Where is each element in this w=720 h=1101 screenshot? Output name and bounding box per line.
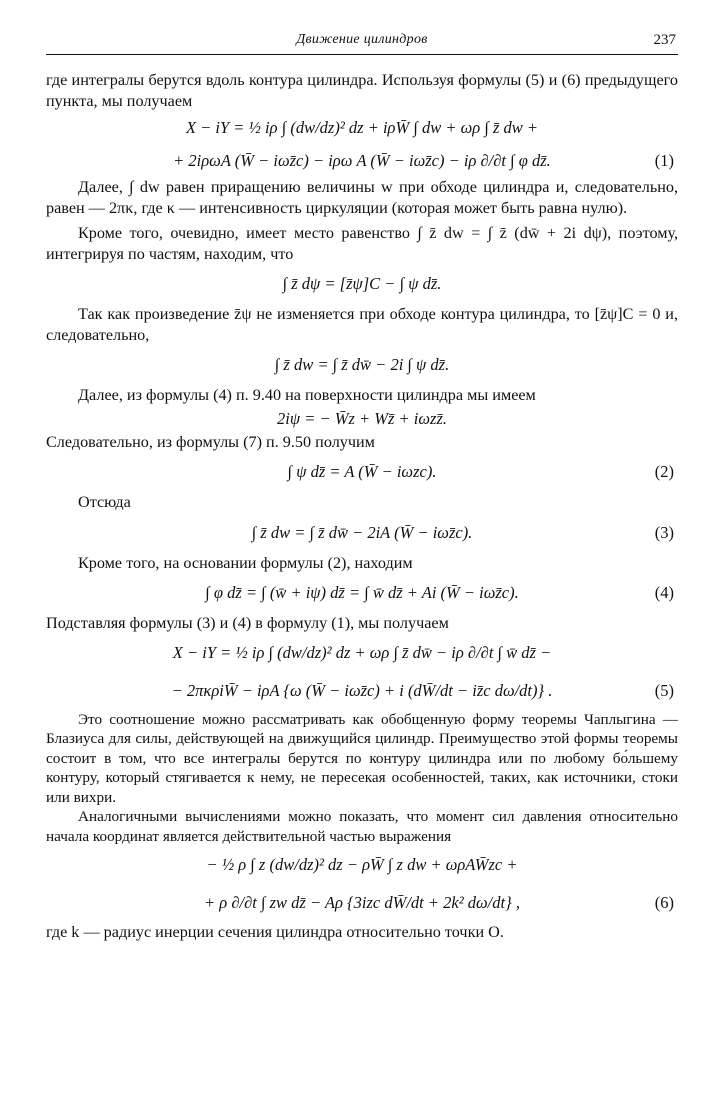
equation-number-3: (3) <box>654 522 674 542</box>
equation-3-text: ∫ z̄ dw = ∫ z̄ dw̄ − 2iA (W̄ − iωz̄c). <box>251 522 473 542</box>
equation-3 <box>46 513 678 553</box>
equation-5-line-2 <box>46 672 678 710</box>
paragraph-7: Отсюда <box>78 493 131 511</box>
equation-number-1: (1) <box>654 151 674 170</box>
equation-5-line-1 <box>46 634 678 672</box>
equation-6-line-1 <box>46 846 678 884</box>
equation-6-line-1-text: − ½ ρ ∫ z (dw/dz)² dz − ρW̄ ∫ z dw + ωρAW̄zc + <box>206 855 518 874</box>
paragraph-6: Следовательно, из формулы (7) п. 9.50 получим <box>46 432 375 451</box>
equation-number-4: (4) <box>654 583 674 602</box>
paragraph-5: Далее, из формулы (4) п. 9.40 на поверхности цилиндра мы имеем <box>78 386 536 404</box>
equation-4 <box>46 573 678 613</box>
equation-1-line-2-text: + 2iρωA (W̄ − iωz̄c) − iρω A (W̄ − iωz̄c) − iρ ∂/∂t ∫ φ dz̄. <box>173 151 551 170</box>
equation-integration-by-parts <box>46 264 678 304</box>
equation-psi-text: 2iψ = − W̄z + Wz̄ + iωzz̄. <box>276 408 448 428</box>
running-title: Движение цилиндров <box>296 32 428 47</box>
paragraph-2: Далее, ∫ dw равен приращению величины w при обходе цилиндра и, следовательно, равен — 2πκ, где κ — интенсивность циркуляции (которая может быть равна нулю). <box>46 178 678 217</box>
equation-6-line-2-text: + ρ ∂/∂t ∫ zw dz̄ − Aρ {3izc dW̄/dt + 2k² dω/dt} , <box>204 893 520 912</box>
equation-1-line-2 <box>46 145 678 177</box>
conclusion-block <box>46 710 678 847</box>
equation-number-6: (6) <box>654 893 674 912</box>
equation-1-line-1 <box>46 111 678 145</box>
equation-5-line-2-text: − 2πκρiW̄ − iρA {ω (W̄ − iωz̄c) + i (dW̄/dt − iz̄c dω/dt)} . <box>171 680 553 700</box>
running-header <box>46 30 678 55</box>
equation-number-5: (5) <box>654 680 674 700</box>
equation-zdw <box>46 345 678 385</box>
equation-6-line-2 <box>46 884 678 922</box>
page-body <box>46 70 678 943</box>
paragraph-11: Аналогичными вычислениями можно показать, что момент сил давления относительно начала координат является действительной частью выражения <box>46 808 678 845</box>
equation-2 <box>46 452 678 492</box>
equation-1-line-1-text: X − iY = ½ iρ ∫ (dw/dz)² dz + iρW̄ ∫ dw + ωρ ∫ z̄ dw + <box>185 118 539 137</box>
paragraph-4: Так как произведение z̄ψ не изменяется при обходе контура цилиндра, то [z̄ψ]C = 0 и, следовательно, <box>46 305 678 344</box>
paragraph-9: Подставляя формулы (3) и (4) в формулу (1), мы получаем <box>46 614 449 632</box>
paragraph-12: где k — радиус инерции сечения цилиндра относительно точки O. <box>46 923 504 941</box>
equation-zdw-text: ∫ z̄ dw = ∫ z̄ dw̄ − 2i ∫ ψ dz̄. <box>274 355 450 374</box>
paragraph-1: где интегралы берутся вдоль контура цилиндра. Используя формулы (5) и (6) предыдущего пункта, мы получаем <box>46 71 678 110</box>
equation-integration-by-parts-text: ∫ z̄ dψ = [z̄ψ]C − ∫ ψ dz̄. <box>282 274 442 293</box>
equation-5-line-1-text: X − iY = ½ iρ ∫ (dw/dz)² dz + ωρ ∫ z̄ dw̄ − iρ ∂/∂t ∫ w̄ dz̄ − <box>172 642 552 662</box>
equation-2-text: ∫ ψ dz̄ = A (W̄ − iωzc). <box>287 462 437 481</box>
paragraph-10: Это соотношение можно рассматривать как обобщенную форму теоремы Чаплыгина — Блазиуса для силы, действующей на движущийся цилиндр. Преимущество этой формы теоремы состоит в том, что все интегралы берутся по контуру цилиндра или по любому бо́льшему контуру, который стягивается к нему, не пересекая особенностей, таких, как источники, стоки или вихри. <box>46 710 678 806</box>
paragraph-8: Кроме того, на основании формулы (2), находим <box>78 553 413 572</box>
paragraph-3: Кроме того, очевидно, имеет место равенство ∫ z̄ dw = ∫ z̄ (dw̄ + 2i dψ), поэтому, интегрируя по частям, находим, что <box>46 224 678 263</box>
equation-number-2: (2) <box>654 462 674 481</box>
equation-4-text: ∫ φ dz̄ = ∫ (w̄ + iψ) dz̄ = ∫ w̄ dz̄ + Ai (W̄ − iωz̄c). <box>205 583 519 602</box>
page-number: 237 <box>653 32 676 48</box>
equation-psi <box>46 406 678 432</box>
